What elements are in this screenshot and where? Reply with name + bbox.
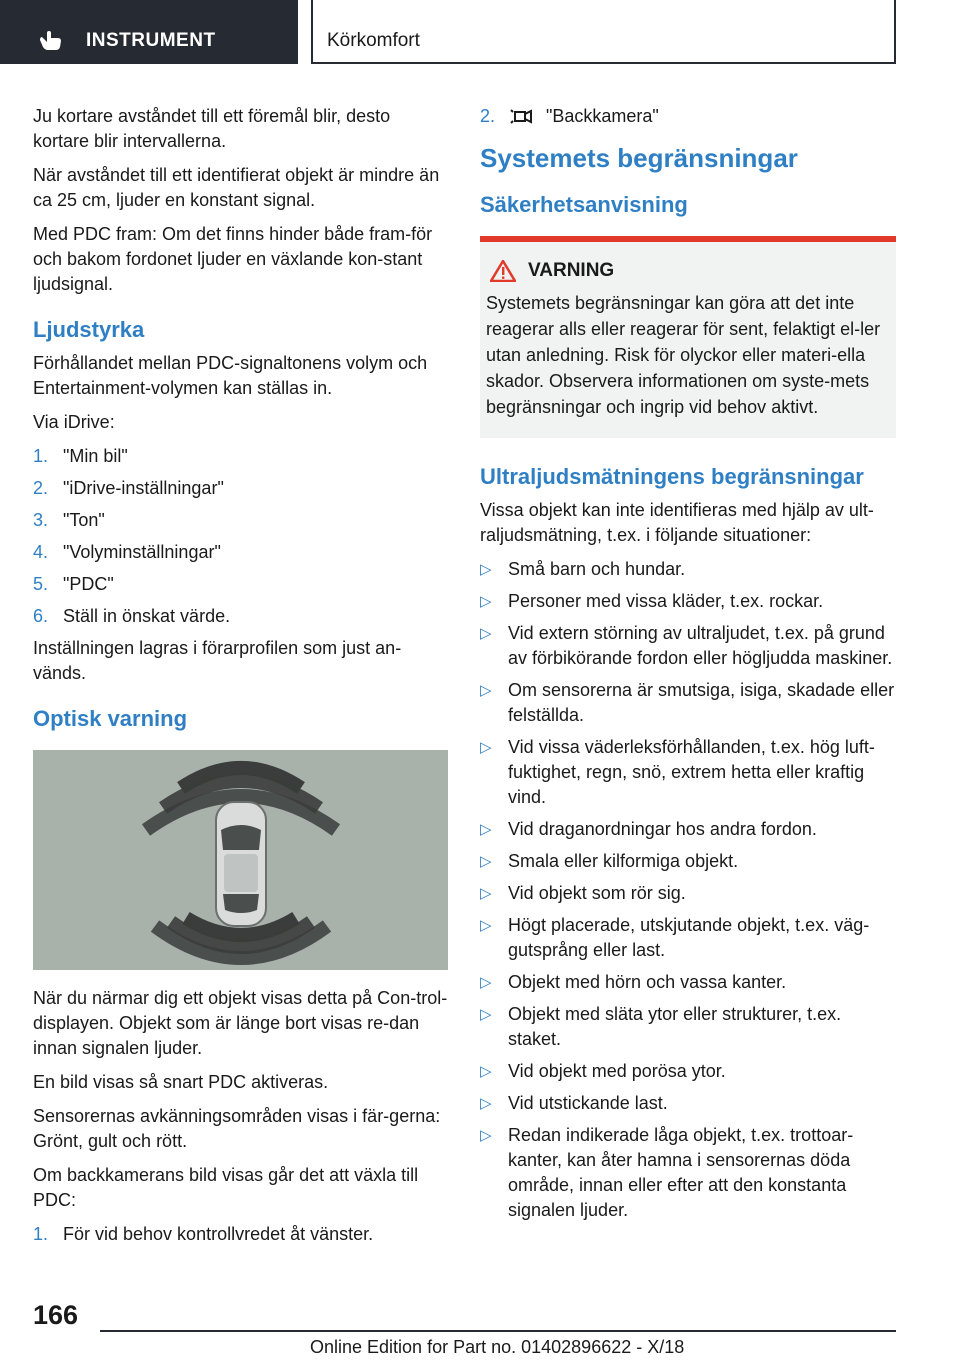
warning-text: Systemets begränsningar kan göra att det inte reagerar alls eller reagerar för sent, felaktigt el‐ler utan anledning. Risk för olyckor eller materi‐ella skador. Observera informationen om syste‐mets begränsningar och ingrip vid behov aktivt. [486, 293, 881, 417]
edition-text: Online Edition for Part no. 01402896622 - X/18 [310, 1337, 685, 1357]
list-item: ▷ Vid extern störning av ultraljudet, t.ex. på grund av förbikörande fordon eller högljudda maskiner. [480, 621, 896, 671]
heading-ljudstyrka: Ljudstyrka [33, 317, 145, 342]
list-item: 5. "PDC" [33, 574, 114, 594]
footer-divider [100, 1330, 896, 1332]
pdc-illustration [33, 750, 448, 970]
list-item: ▷ Objekt med hörn och vassa kanter. [480, 970, 896, 995]
paragraph: Inställningen lagras i förarprofilen som just an‐vänds. [33, 638, 402, 683]
list-item: ▷ Redan indikerade låga objekt, t.ex. trottoar‐kanter, kan åter hamna i sensorernas döda område, innan eller efter att den konstanta signalen ljuder. [480, 1123, 896, 1223]
section-tab [0, 0, 298, 64]
list-item: ▷ Högt placerade, utskjutande objekt, t.ex. väg‐gutsprång eller last. [480, 913, 896, 963]
paragraph: Ju kortare avståndet till ett föremål blir, desto kortare blir intervallerna. [33, 106, 391, 151]
right-column [480, 104, 896, 1230]
triangle-bullet-icon: ▷ [480, 1095, 492, 1112]
paragraph: Förhållandet mellan PDC-signaltonens volym och Entertainment-volymen kan ställas in. [33, 353, 428, 398]
list-item: 4. "Volyminställningar" [33, 542, 221, 562]
list-item: ▷ Om sensorerna är smutsiga, isiga, skadade eller felställda. [480, 678, 896, 728]
paragraph: Med PDC fram: Om det finns hinder både fram‐för och bakom fordonet ljuder en växlande kon‐stant ljudsignal. [33, 224, 433, 294]
list-item: ▷ Vid objekt som rör sig. [480, 881, 896, 906]
paragraph: Vissa objekt kan inte identifieras med hjälp av ult‐raljudsmätning, t.ex. i följande situationer: [480, 500, 874, 545]
step-list [480, 104, 896, 129]
chapter-tab [311, 0, 896, 64]
paragraph: En bild visas så snart PDC aktiveras. [33, 1072, 329, 1092]
warning-title-row [486, 260, 888, 282]
list-item: 6. Ställ in önskat värde. [33, 606, 231, 626]
list-item: 1. För vid behov kontrollvredet åt vänster. [33, 1224, 374, 1244]
triangle-bullet-icon: ▷ [480, 821, 492, 838]
paragraph: När avståndet till ett identifierat objekt är mindre än ca 25 cm, ljuder en konstant signal. [33, 165, 440, 210]
step-list [33, 1222, 448, 1247]
list-item: ▷ Objekt med släta ytor eller strukturer, t.ex. staket. [480, 1002, 896, 1052]
heading-optisk-varning: Optisk varning [33, 706, 188, 731]
step-list [33, 444, 448, 629]
list-item: ▷ Vid objekt med porösa ytor. [480, 1059, 896, 1084]
triangle-bullet-icon: ▷ [480, 593, 492, 610]
triangle-bullet-icon: ▷ [480, 917, 492, 934]
paragraph: När du närmar dig ett objekt visas detta på Con‐trol-displayen. Objekt som är länge bort visas re‐dan innan signalen ljuder. [33, 988, 448, 1058]
list-item: 2. "Backkamera" [480, 106, 659, 126]
warning-title: VARNING [528, 260, 615, 281]
left-column [33, 104, 448, 1254]
triangle-bullet-icon: ▷ [480, 974, 492, 991]
triangle-bullet-icon: ▷ [480, 1006, 492, 1023]
paragraph: Sensorernas avkänningsområden visas i fär‐gerna: Grönt, gult och rött. [33, 1106, 441, 1151]
warning-triangle-icon [490, 260, 516, 282]
limitation-list [480, 557, 896, 1223]
hand-pointer-icon [38, 25, 64, 51]
heading-ultraljud: Ultraljudsmätningens begränsningar [480, 464, 864, 489]
heading-systemets-begransningar: Systemets begränsningar [480, 143, 798, 173]
warning-box [480, 242, 896, 438]
pdc-car-graphic [33, 750, 448, 970]
list-item: 3. "Ton" [33, 510, 105, 530]
page-number: 166 [33, 1300, 79, 1330]
paragraph: Via iDrive: [33, 412, 115, 432]
list-item: ▷ Små barn och hundar. [480, 557, 896, 582]
list-item: ▷ Smala eller kilformiga objekt. [480, 849, 896, 874]
paragraph: Om backkamerans bild visas går det att växla till PDC: [33, 1165, 419, 1210]
triangle-bullet-icon: ▷ [480, 625, 492, 642]
list-item: 2. "iDrive-inställningar" [33, 478, 224, 498]
section-title: INSTRUMENT [86, 30, 216, 51]
list-item: ▷ Vid draganordningar hos andra fordon. [480, 817, 896, 842]
list-item: 1. "Min bil" [33, 446, 128, 466]
triangle-bullet-icon: ▷ [480, 682, 492, 699]
backup-camera-icon [510, 107, 532, 127]
triangle-bullet-icon: ▷ [480, 885, 492, 902]
list-item: ▷ Vid utstickande last. [480, 1091, 896, 1116]
triangle-bullet-icon: ▷ [480, 1063, 492, 1080]
triangle-bullet-icon: ▷ [480, 561, 492, 578]
chapter-title: Körkomfort [327, 30, 420, 51]
triangle-bullet-icon: ▷ [480, 1127, 492, 1144]
triangle-bullet-icon: ▷ [480, 853, 492, 870]
list-item: ▷ Vid vissa väderleksförhållanden, t.ex. hög luft‐fuktighet, regn, snö, extrem hetta eller kraftig vind. [480, 735, 896, 810]
triangle-bullet-icon: ▷ [480, 739, 492, 756]
list-item: ▷ Personer med vissa kläder, t.ex. rockar. [480, 589, 896, 614]
heading-sakerhetsanvisning: Säkerhetsanvisning [480, 192, 688, 217]
